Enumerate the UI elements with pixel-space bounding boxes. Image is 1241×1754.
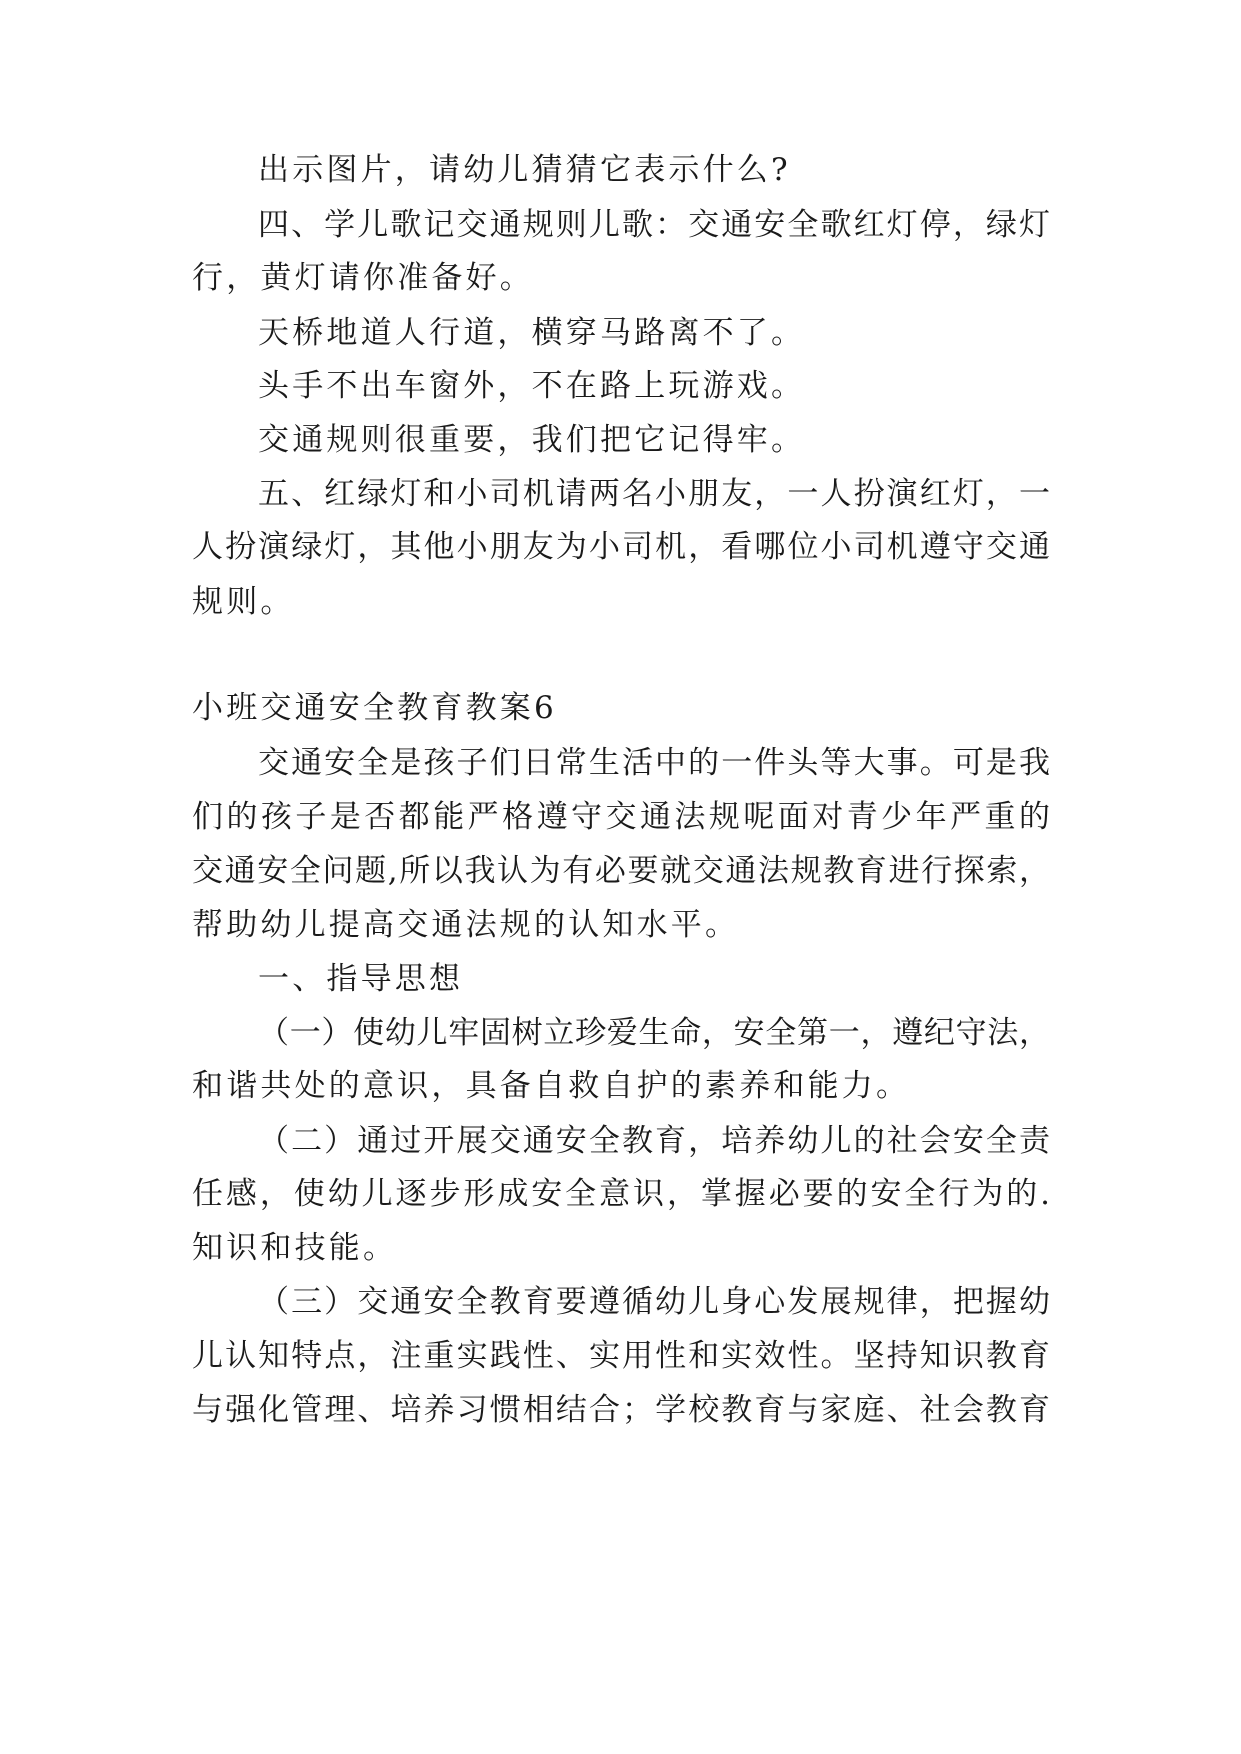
paragraph-line: （二）通过开展交通安全教育，培养幼儿的社会安全责 (258, 1123, 1050, 1159)
paragraph-line: 任感，使幼儿逐步形成安全意识，掌握必要的安全行为的. (192, 1176, 1050, 1212)
paragraph-line: （一）使幼儿牢固树立珍爱生命，安全第一，遵纪守法， (258, 1015, 1050, 1051)
paragraph-line: （三）交通安全教育要遵循幼儿身心发展规律，把握幼 (258, 1284, 1050, 1320)
paragraph-line: 规则。 (192, 584, 295, 620)
paragraph-line: 四、学儿歌记交通规则儿歌：交通安全歌红灯停，绿灯 (258, 207, 1050, 243)
paragraph-line: 和谐共处的意识，具备自救自护的素养和能力。 (192, 1068, 911, 1104)
paragraph-line: 儿认知特点，注重实践性、实用性和实效性。坚持知识教育 (192, 1338, 1050, 1374)
paragraph-line: 头手不出车窗外，不在路上玩游戏。 (258, 368, 806, 404)
paragraph-line: 出示图片，请幼儿猜猜它表示什么? (258, 152, 791, 188)
paragraph-line: 知识和技能。 (192, 1230, 398, 1266)
paragraph-line: 交通安全是孩子们日常生活中的一件头等大事。可是我 (258, 745, 1050, 781)
heading-line: 一、指导思想 (258, 961, 464, 997)
paragraph-line: 天桥地道人行道，横穿马路离不了。 (258, 315, 806, 351)
paragraph-line: 们的孩子是否都能严格遵守交通法规呢面对青少年严重的 (192, 799, 1050, 835)
paragraph-line: 与强化管理、培养习惯相结合；学校教育与家庭、社会教育 (192, 1392, 1050, 1428)
paragraph-line: 交通安全问题,所以我认为有必要就交通法规教育进行探索， (192, 853, 1050, 889)
paragraph-line: 五、红绿灯和小司机请两名小朋友，一人扮演红灯，一 (258, 476, 1050, 512)
paragraph-line: 交通规则很重要，我们把它记得牢。 (258, 422, 806, 458)
paragraph-line: 行，黄灯请你准备好。 (192, 260, 534, 296)
paragraph-line: 帮助幼儿提高交通法规的认知水平。 (192, 907, 740, 943)
section-title: 小班交通安全教育教案6 (192, 690, 557, 726)
paragraph-line: 人扮演绿灯，其他小朋友为小司机，看哪位小司机遵守交通 (192, 529, 1050, 565)
